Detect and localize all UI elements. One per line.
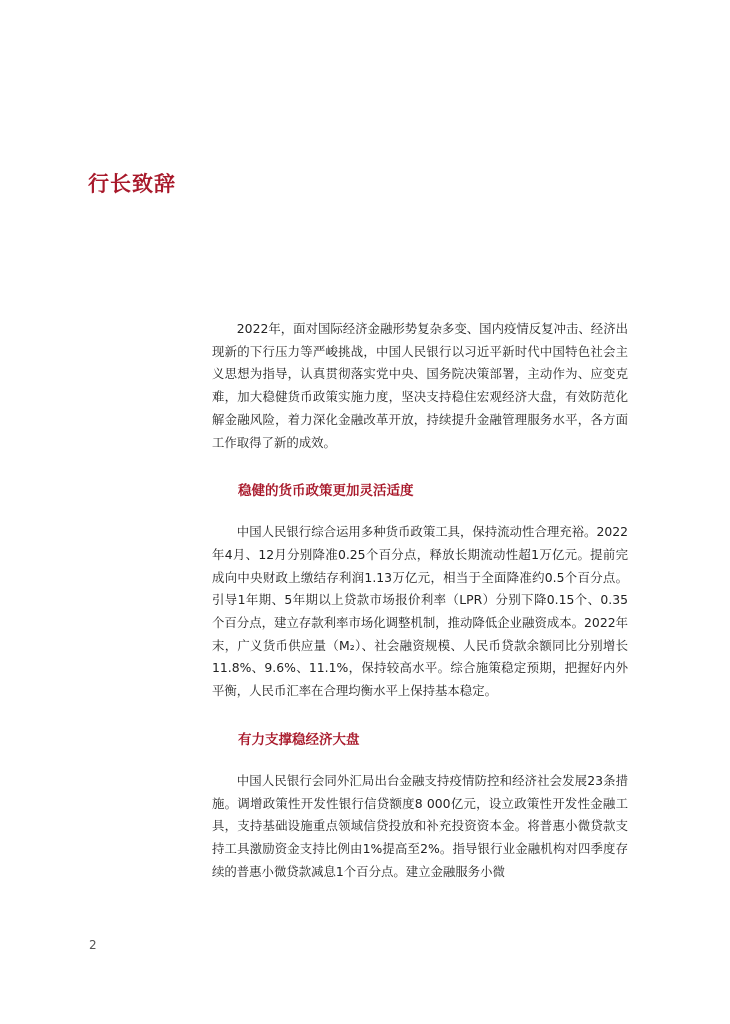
section-paragraph-monetary-policy: 中国人民银行综合运用多种货币政策工具，保持流动性合理充裕。2022年4月、12月分别降准0.25个百分点，释放长期流动性超1万亿元。提前完成向中央财政上缴结存利润1.13万亿元，相当于全面降准约0.5个百分点。引导1年期、5年期以上贷款市场报价利率（LPR）分别下降0.15个、0.35个百分点，建立存款利率市场化调整机制，推动降低企业融资成本。2022年末，广义货币供应量（M₂）、社会融资规模、人民币贷款余额同比分别增长11.8%、9.6%、11.1%，保持较高水平。综合施策稳定预期，把握好内外平衡，人民币汇率在合理均衡水平上保持基本稳定。: [212, 524, 628, 699]
intro-paragraph: 2022年，面对国际经济金融形势复杂多变、国内疫情反复冲击、经济出现新的下行压力等严峻挑战，中国人民银行以习近平新时代中国特色社会主义思想为指导，认真贯彻落实党中央、国务院决策部署，主动作为、应变克难，加大稳健货币政策实施力度，坚决支持稳住宏观经济大盘，有效防范化解金融风险，着力深化金融改革开放，持续提升金融管理服务水平，各方面工作取得了新的成效。: [212, 321, 628, 450]
section-heading-monetary-policy: 稳健的货币政策更加灵活适度: [238, 483, 414, 500]
page-number: 2: [89, 938, 97, 952]
article-body: [212, 318, 628, 883]
section-paragraph-economy-support: 中国人民银行会同外汇局出台金融支持疫情防控和经济社会发展23条措施。调增政策性开发性银行信贷额度8 000亿元，设立政策性开发性金融工具，支持基础设施重点领域信贷投放和补充投资资本金。将普惠小微贷款支持工具激励资金支持比例由1%提高至2%。指导银行业金融机构对四季度存续的普惠小微贷款减息1个百分点。建立金融服务小微: [212, 772, 628, 879]
section-heading-economy-support: 有力支撑稳经济大盘: [238, 731, 360, 748]
page-title: 行长致辞: [88, 172, 176, 196]
